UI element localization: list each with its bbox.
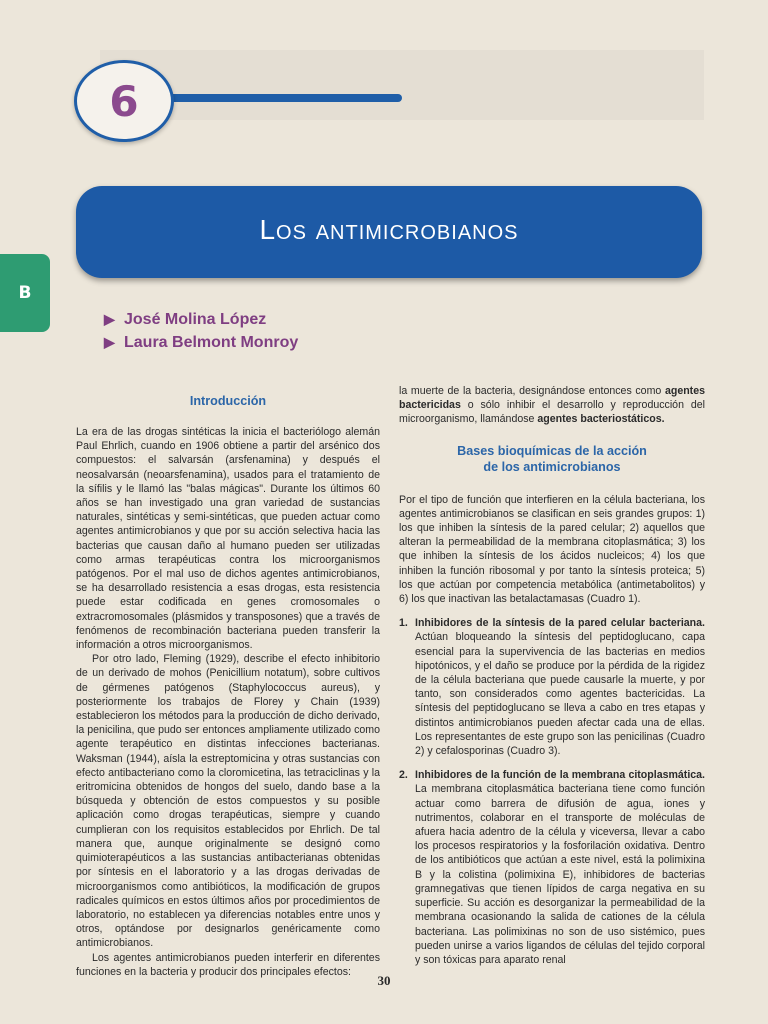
paragraph: Por el tipo de función que interfieren en la célula bacteriana, los agentes antimicrobianos se clasifican en seis grandes grupos: 1) los que inhiben la síntesis de la pared celular; 2) aquellos que alteran la permeabilidad de la membrana citoplasmática; 3) los que inhiben la síntesis de los ácidos nucleicos; 4) los que inhiben la función ribosomal y por tanto la síntesis proteica; 5) los que actúan por competencia metabólica (antimetabolitos) y 6) los que inactivan las betalactamasas (Cuadro 1). xyxy=(399,493,705,606)
page-number: 30 xyxy=(377,973,391,988)
section-tab-label: B xyxy=(18,283,32,303)
triangle-bullet-icon: ▶ xyxy=(104,311,115,327)
item-number: 2. xyxy=(399,769,408,782)
author-item xyxy=(104,331,298,354)
title-banner xyxy=(76,186,702,278)
section-heading xyxy=(399,443,705,475)
text-run: la muerte de la bacteria, designándose entonces como xyxy=(399,385,665,397)
numbered-item xyxy=(399,768,705,967)
author-name: Laura Belmont Monroy xyxy=(124,333,299,351)
paragraph-continued xyxy=(399,384,705,427)
bold-term: agentes bactericidas xyxy=(399,385,705,412)
paragraph: La era de las drogas sintéticas la inicia el bacteriólogo alemán Paul Ehrlich, cuando en 1906 obtiene a partir del arsénico dos compuestos: el salvarsán (arsfenamina) y después el neosalvarsán (neoarsfenamina), usados para el tratamiento de la sífilis y le llamó las "balas mágicas". Durante los últimos 60 años se han investigado una gran variedad de sustancias naturales, sintéticas y semi-sintéticas, que pueden actuar como agentes antimicrobianos y que por su acción selectiva hacia las bacterias que causan daño al humano pueden ser utilizadas como armas terapéuticas contra los microorganismos patógenos. Por el mal uso de dichos agentes antimicrobianos, se ha desarrollado resistencia a esas drogas, esta resistencia puede estar codificada en genes cromosomales o extracromosomales (plásmidos y transposones) que a través de fenómenos de recombinación bacteriana pueden transferir la información a otros microorganismos. xyxy=(76,426,380,652)
author-item xyxy=(104,308,298,331)
text-run: o sólo inhibir el desarrollo y reproducción del microorganismo, llamándose xyxy=(399,399,705,426)
section-heading: Introducción xyxy=(189,394,267,408)
bold-term: agentes bacteriostáticos. xyxy=(537,413,665,426)
chapter-badge xyxy=(74,60,174,142)
item-title: Inhibidores de la síntesis de la pared celular bacteriana. xyxy=(415,617,705,630)
chapter-number: 6 xyxy=(109,76,139,126)
paragraph: Por otro lado, Fleming (1929), describe el efecto inhibitorio de un derivado de mohos (Penicillium notatum), sobre cultivos de gérmenes patógenos (Staphylococcus aureus), y posteriormente los trabajos de Florey y Chain (1939) establecieron los métodos para la producción de dicho derivado, la penicilina, que pudo ser entonces ampliamente utilizado como agente terapéutico en distintas infecciones bacterianas. Waksman (1944), aísla la estreptomicina y otras sustancias con efecto antibacteriano como la cloromicetina, las tetraciclinas y la eritromicina obtenidos de hongos del suelo, dando base a la búsqueda y obtención de estos compuestos y su posible aplicación como drogas terapéuticas, siempre y cuando cumplieran con los requisitos establecidos por Ehrlich. De tal manera que, aunque originalmente se designó como quimioterapéuticos a las sustancias antibacterianas obtenidas por síntesis en el laboratorio y a las drogas derivadas de microorganismos como antibióticos, la modificación de grupos radicales químicos en estos últimos años por procedimientos de laboratorio, no establecen ya diferencias notables entre unos y otros, optándose por designarlos genéricamente como antimicrobianos. xyxy=(76,653,380,950)
heading-line: Bases bioquímicas de la acción xyxy=(457,443,647,458)
section-tab xyxy=(0,254,50,332)
item-text: La membrana citoplasmática bacteriana tiene como función actuar como barrera de difusión de agua, iones y nutrimentos, colaborar en el transporte de moléculas de afuera hacia adentro de la célula y viceversa, llevar a cabo los procesos respiratorios y la fosforilación oxidativa. Dentro de los antibióticos que actúan a este nivel, está la polimixina B y la colistina (polimixina E), inhibidores de bacterias gramnegativas que tienen lípidos de carga negativa en su superficie. Su acción es desorganizar la permeabilidad de la membrana ocasionando la salida de cationes de la célula bacteriana. Las polimixinas no son de uso sistémico, pues pueden unirse a varios ligandos de células del tejido corporal y son tóxicas para aparato renal xyxy=(415,783,705,966)
item-number: 1. xyxy=(399,617,408,630)
header-band xyxy=(100,50,704,120)
paragraph: Los agentes antimicrobianos pueden interferir en diferentes funciones en la bacteria y producir dos principales efectos: xyxy=(76,951,380,978)
heading-line: de los antimicrobianos xyxy=(483,459,621,474)
item-text: Actúan bloqueando la síntesis del peptidoglucano, capa esencial para la supervivencia de las bacterias en medios hipotónicos, y el daño se produce por la pérdida de la rigidez de la célula bacteriana que puede causarle la muerte, y por tanto, son considerados como agentes bactericidas. La síntesis del peptidoglucano se lleva a cabo en tres etapas y distintos antimicrobianos pueden afectar cada una de ellas. Los representantes de este grupo son las penicilinas (Cuadro 2) y cefalosporinas (Cuadro 3). xyxy=(415,631,705,758)
chapter-rule xyxy=(160,94,402,102)
item-title: Inhibidores de la función de la membrana citoplasmática. xyxy=(415,769,705,782)
author-list xyxy=(104,308,298,354)
numbered-item xyxy=(399,616,705,758)
author-name: José Molina López xyxy=(124,310,267,328)
right-column xyxy=(399,384,705,967)
item-body xyxy=(415,768,705,967)
chapter-title: Los antimicrobianos xyxy=(259,214,519,245)
left-column xyxy=(76,393,380,979)
triangle-bullet-icon: ▶ xyxy=(104,334,115,350)
item-body xyxy=(415,616,705,758)
